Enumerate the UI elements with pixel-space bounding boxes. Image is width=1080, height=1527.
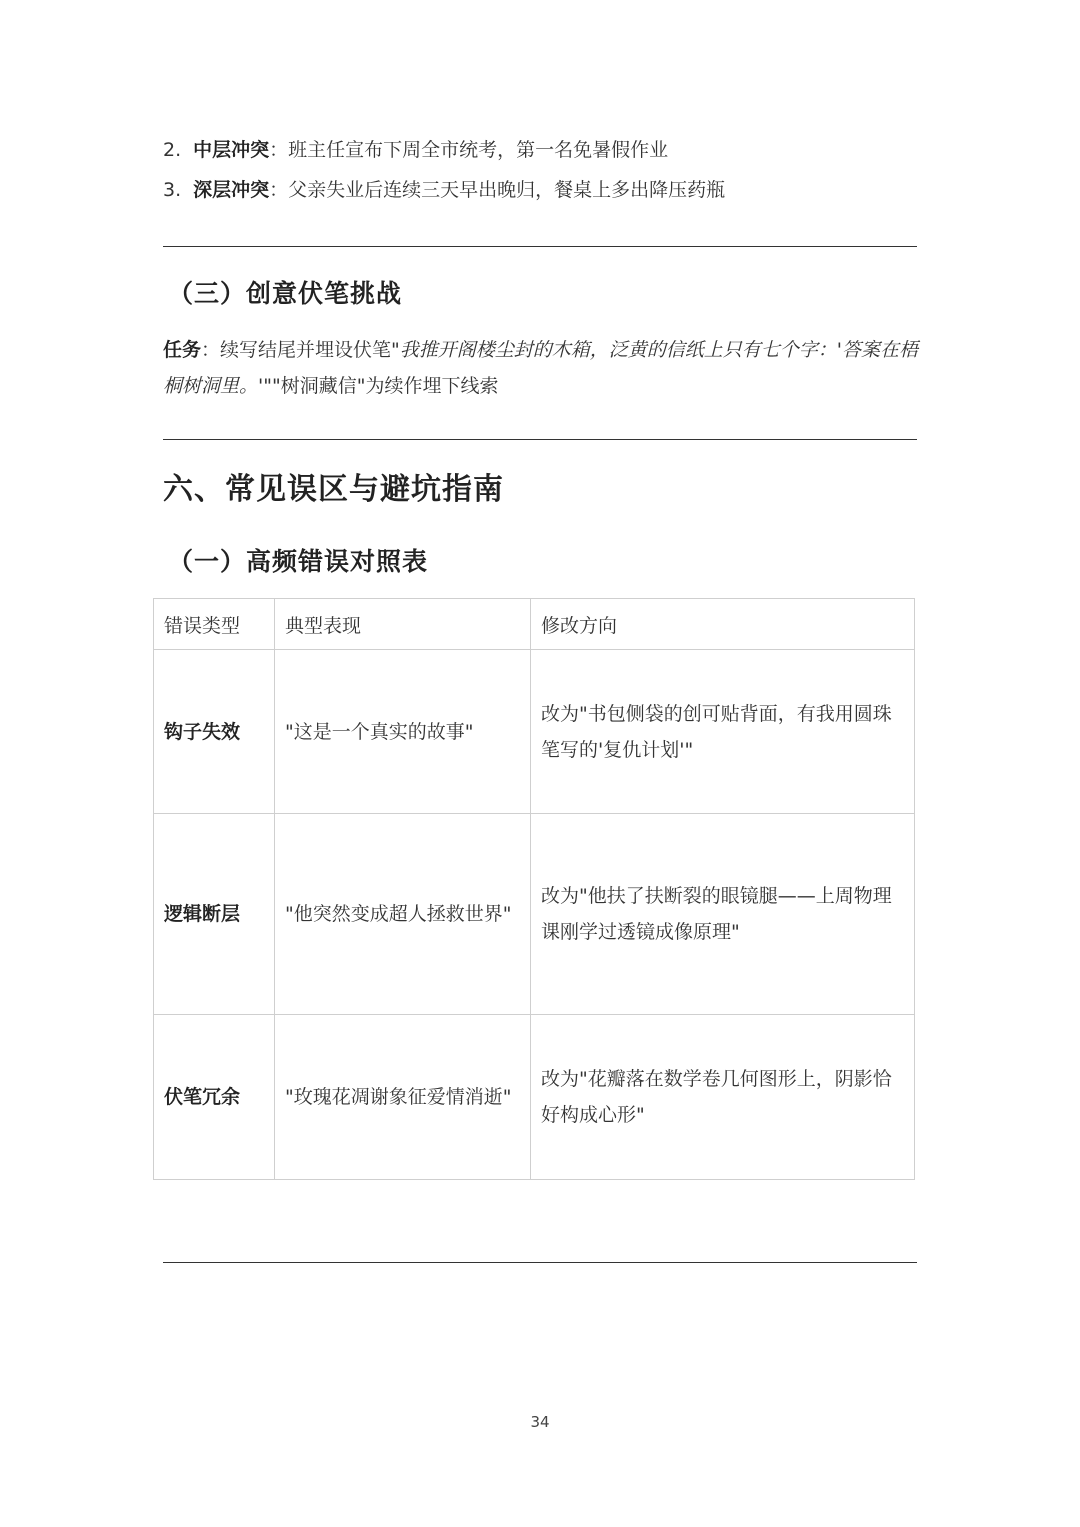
divider <box>163 1262 917 1263</box>
task-suffix: ""树洞藏信"为续作埋下线索 <box>263 375 499 397</box>
list-item-middle-conflict <box>163 137 668 163</box>
error-type-cell: 钩子失效 <box>154 650 275 814</box>
fix-cell: 改为"他扶了扶断裂的眼镜腿——上周物理课刚学过透镜成像原理" <box>531 814 915 1015</box>
list-number: 3. <box>163 179 182 201</box>
chapter-heading: 六、常见误区与避坑指南 <box>163 472 504 507</box>
example-cell: "这是一个真实的故事" <box>275 650 531 814</box>
section-heading-error-table: （一）高频错误对照表 <box>168 547 429 576</box>
table-header-row <box>154 599 915 650</box>
list-label: 中层冲突 <box>193 139 270 161</box>
fix-cell: 改为"书包侧袋的创可贴背面，有我用圆珠笔写的'复仇计划'" <box>531 650 915 814</box>
header-error-type: 错误类型 <box>154 599 275 650</box>
list-item-deep-conflict <box>163 177 725 203</box>
example-cell: "玫瑰花凋谢象征爱情消逝" <box>275 1015 531 1180</box>
divider <box>163 246 917 247</box>
task-prefix: ：续写结尾并埋设伏笔" <box>201 339 400 361</box>
table-row <box>154 814 915 1015</box>
divider <box>163 439 917 440</box>
table-row <box>154 650 915 814</box>
fix-cell: 改为"花瓣落在数学卷几何图形上，阴影恰好构成心形" <box>531 1015 915 1180</box>
error-type-cell: 伏笔冗余 <box>154 1015 275 1180</box>
table-row <box>154 1015 915 1180</box>
list-text: ：班主任宣布下周全市统考，第一名免暑假作业 <box>269 139 669 161</box>
task-label: 任务 <box>163 339 202 361</box>
section-heading-creative-foreshadow: （三）创意伏笔挑战 <box>168 279 403 308</box>
task-paragraph <box>163 332 923 404</box>
list-label: 深层冲突 <box>193 179 270 201</box>
error-type-cell: 逻辑断层 <box>154 814 275 1015</box>
task-quote: 我推开阁楼尘封的木箱，泛黄的信纸上只有七个字：'答案在梧桐树洞里。' <box>163 339 918 397</box>
header-typical-example: 典型表现 <box>275 599 531 650</box>
error-comparison-table <box>153 598 915 1180</box>
header-fix-direction: 修改方向 <box>531 599 915 650</box>
list-text: ：父亲失业后连续三天早出晚归，餐桌上多出降压药瓶 <box>269 179 726 201</box>
example-cell: "他突然变成超人拯救世界" <box>275 814 531 1015</box>
page-number: 34 <box>530 1413 550 1431</box>
list-number: 2. <box>163 139 182 161</box>
